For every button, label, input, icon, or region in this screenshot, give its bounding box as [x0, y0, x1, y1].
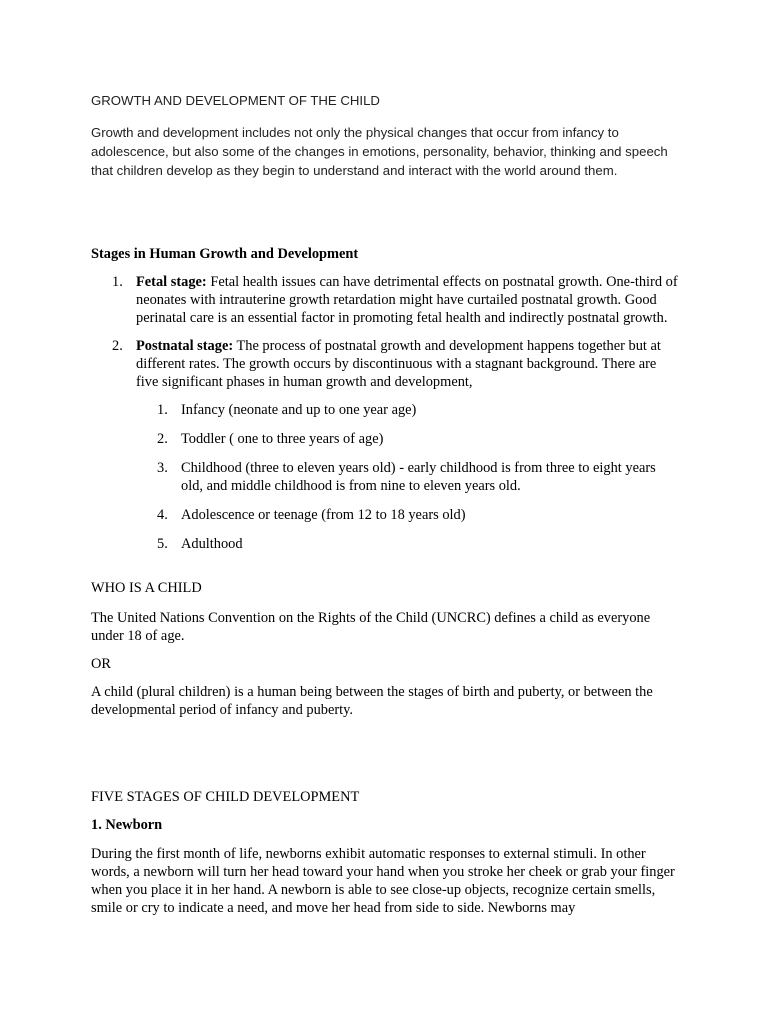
who-paragraph-definition: A child (plural children) is a human being between the stages of birth and puberty, or between the developmental period of infancy and puberty.: [91, 684, 653, 718]
stages-heading: Stages in Human Growth and Development: [91, 246, 359, 262]
phase-item: [136, 506, 681, 524]
or-separator: OR: [91, 656, 111, 672]
newborn-heading: 1. Newborn: [91, 817, 163, 833]
phase-item: [136, 401, 681, 419]
stage-item-fetal: [91, 273, 681, 327]
phase-item: [136, 535, 681, 553]
phase-number: 5.: [157, 536, 168, 552]
phase-text: Adulthood: [181, 536, 243, 552]
stage-label: Postnatal stage:: [136, 338, 234, 354]
phase-item: [136, 430, 681, 448]
who-heading: WHO IS A CHILD: [91, 580, 202, 596]
stage-number: 1.: [112, 274, 123, 290]
stage-number: 2.: [112, 338, 123, 354]
phases-list: [136, 401, 681, 553]
document-title: GROWTH AND DEVELOPMENT OF THE CHILD: [91, 93, 380, 108]
stage-text: The process of postnatal growth and development happens together but at different rates. The growth occurs by discontinuous with a stagnant background. There are five significant phases in human growth and development,: [136, 338, 661, 390]
stage-label: Fetal stage:: [136, 274, 207, 290]
newborn-paragraph: During the first month of life, newborns exhibit automatic responses to external stimuli. In other words, a newborn will turn her head toward your hand when you stroke her cheek or grab your finger when you place it in her hand. A newborn is able to see close-up objects, recognize certain smells, smile or cry to indicate a need, and move her head from side to side. Newborns may: [91, 846, 675, 916]
phase-number: 3.: [157, 460, 168, 476]
stage-text: Fetal health issues can have detrimental effects on postnatal growth. One-third of neonates with intrauterine growth retardation might have curtailed postnatal growth. Good perinatal care is an essential factor in promoting fetal health and indirectly postnatal growth.: [136, 274, 678, 326]
stages-list: [91, 273, 681, 564]
phase-number: 1.: [157, 402, 168, 418]
five-stages-heading: FIVE STAGES OF CHILD DEVELOPMENT: [91, 789, 360, 805]
phase-number: 2.: [157, 431, 168, 447]
who-paragraph-uncrc: The United Nations Convention on the Rights of the Child (UNCRC) defines a child as everyone under 18 of age.: [91, 610, 651, 644]
phase-text: Infancy (neonate and up to one year age): [181, 402, 417, 418]
phase-text: Toddler ( one to three years of age): [181, 431, 384, 447]
intro-paragraph: Growth and development includes not only the physical changes that occur from infancy to adolescence, but also some of the changes in emotions, personality, behavior, thinking and speech that children develop as they begin to understand and interact with the world around them.: [91, 125, 668, 178]
phase-item: [136, 459, 681, 495]
stage-item-postnatal: [91, 337, 681, 553]
phase-number: 4.: [157, 507, 168, 523]
phase-text: Adolescence or teenage (from 12 to 18 years old): [181, 507, 466, 523]
phase-text: Childhood (three to eleven years old) - early childhood is from three to eight years old, and middle childhood is from nine to eleven years old.: [181, 460, 656, 494]
